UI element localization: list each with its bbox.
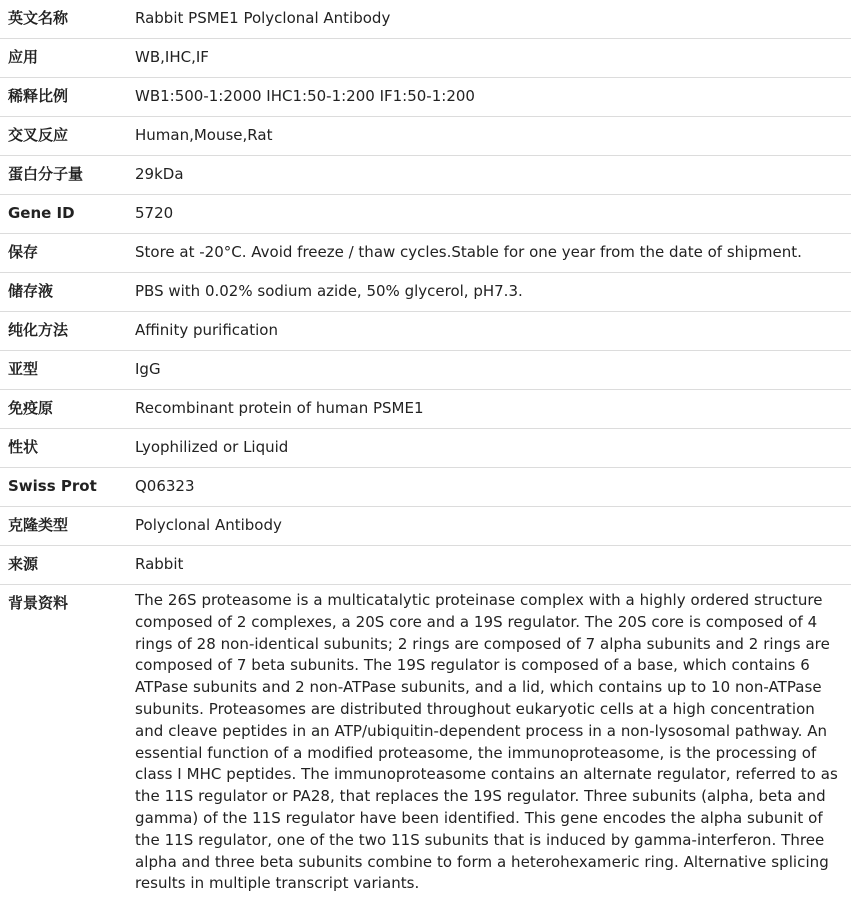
row-label: 纯化方法 [0, 312, 127, 351]
row-value: Polyclonal Antibody [127, 507, 851, 546]
row-label: 蛋白分子量 [0, 156, 127, 195]
row-value: WB,IHC,IF [127, 39, 851, 78]
spec-row-buffer [0, 273, 851, 312]
row-label: 英文名称 [0, 0, 127, 39]
spec-row-application [0, 39, 851, 78]
spec-row-swiss-prot [0, 468, 851, 507]
row-value: PBS with 0.02% sodium azide, 50% glycerol, pH7.3. [127, 273, 851, 312]
spec-row-storage [0, 234, 851, 273]
row-label: 免疫原 [0, 390, 127, 429]
row-label: 背景资料 [8, 594, 69, 612]
spec-row-clonality [0, 507, 851, 546]
row-value: 5720 [127, 195, 851, 234]
row-label: 保存 [0, 234, 127, 273]
row-label: 克隆类型 [0, 507, 127, 546]
row-value: Store at -20°C. Avoid freeze / thaw cycles.Stable for one year from the date of shipment. [127, 234, 851, 273]
row-value: Lyophilized or Liquid [127, 429, 851, 468]
spec-row-form [0, 429, 851, 468]
row-label: 亚型 [0, 351, 127, 390]
spec-row-background [0, 585, 851, 896]
spec-row-immunogen [0, 390, 851, 429]
row-value: Affinity purification [127, 312, 851, 351]
row-label: 应用 [0, 39, 127, 78]
row-value: Rabbit PSME1 Polyclonal Antibody [127, 0, 851, 39]
row-value: 29kDa [127, 156, 851, 195]
spec-row-host [0, 546, 851, 585]
row-label: Swiss Prot [0, 468, 127, 507]
row-value: Q06323 [127, 468, 851, 507]
spec-row-dilution [0, 78, 851, 117]
row-value: Rabbit [127, 546, 851, 585]
spec-row-isotype [0, 351, 851, 390]
row-label: 稀释比例 [0, 78, 127, 117]
row-label: 储存液 [0, 273, 127, 312]
row-label: 交叉反应 [0, 117, 127, 156]
spec-row-molecular-weight [0, 156, 851, 195]
row-value: Human,Mouse,Rat [127, 117, 851, 156]
background-text: The 26S proteasome is a multicatalytic proteinase complex with a highly ordered structure composed of 2 complexes, a 20S core and a 19S regulator. The 20S core is composed of 4 rings of 28 non-identical subunits; 2 rings are composed of 7 alpha subunits and 2 rings are composed of 7 beta subunits. The 19S regulator is composed of a base, which contains 6 ATPase subunits and 2 non-ATPase subunits, and a lid, which contains up to 10 non-ATPase subunits. Proteasomes are distributed throughout eukaryotic cells at a high concentration and cleave peptides in an ATP/ubiquitin-dependent process in a non-lysosomal pathway. An essential function of a modified proteasome, the immunoproteasome, is the processing of class I MHC peptides. The immunoproteasome contains an alternate regulator, referred to as the 11S regulator or PA28, that replaces the 19S regulator. Three subunits (alpha, beta and gamma) of the 11S regulator have been identified. This gene encodes the alpha subunit of the 11S regulator, one of the two 11S subunits that is induced by gamma-interferon. Three alpha and three beta subunits combine to form a heterohexameric ring. Alternative splicing results in multiple transcript variants. [135, 591, 838, 893]
spec-row-gene-id [0, 195, 851, 234]
spec-row-reactivity [0, 117, 851, 156]
row-value: WB1:500-1:2000 IHC1:50-1:200 IF1:50-1:200 [127, 78, 851, 117]
spec-row-english-name [0, 0, 851, 39]
row-value: IgG [127, 351, 851, 390]
row-label: Gene ID [0, 195, 127, 234]
row-value: Recombinant protein of human PSME1 [127, 390, 851, 429]
spec-row-purification [0, 312, 851, 351]
row-label: 来源 [0, 546, 127, 585]
row-label: 性状 [0, 429, 127, 468]
